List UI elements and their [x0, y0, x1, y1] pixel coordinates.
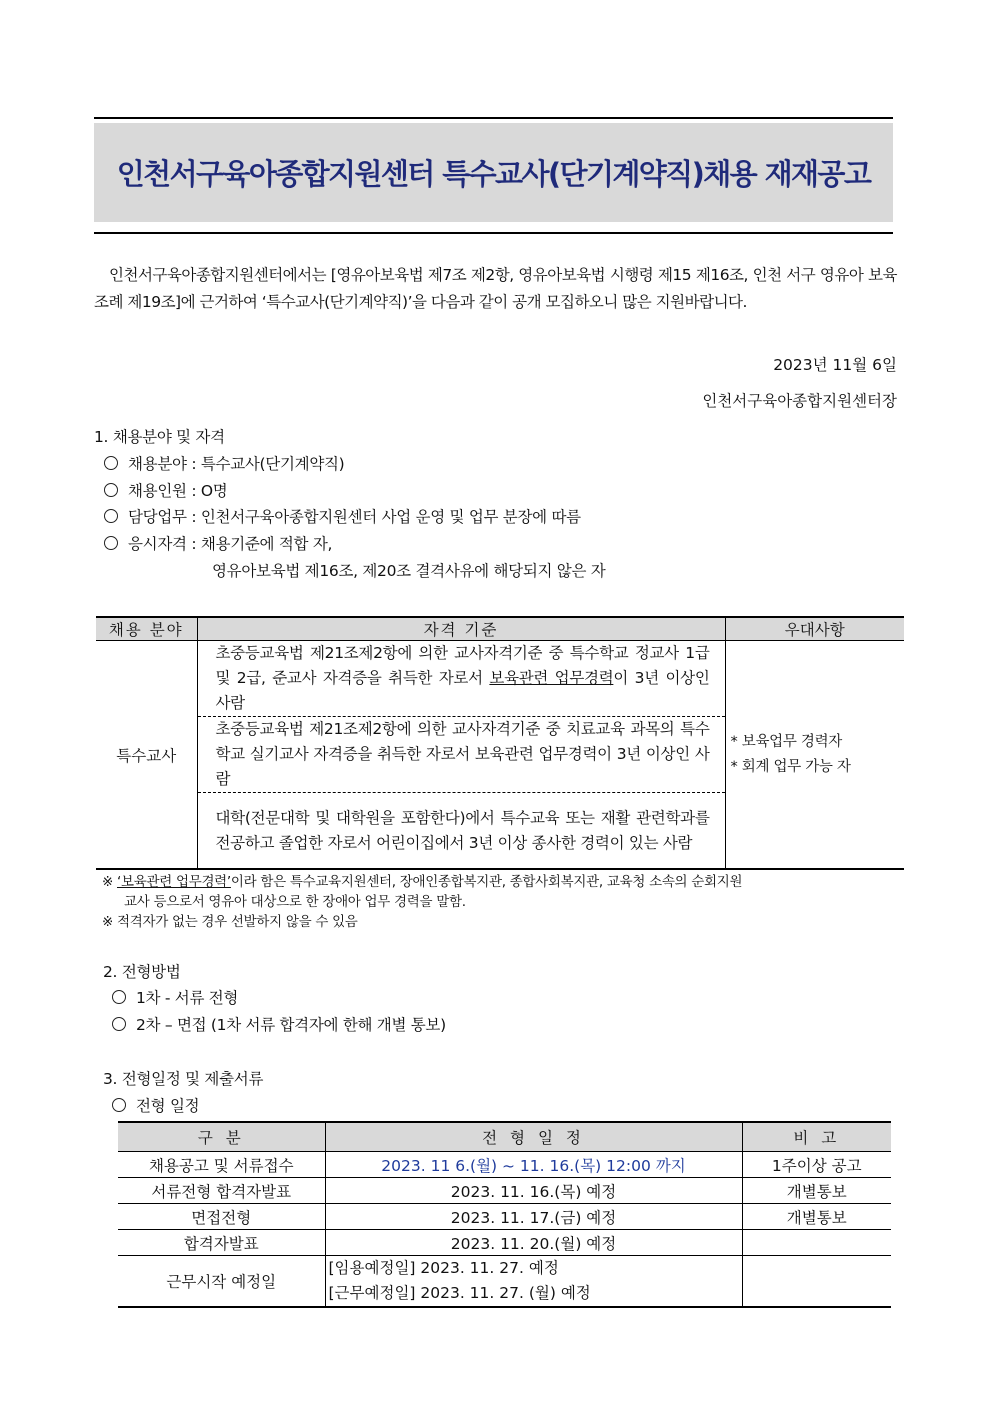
section1-item: 담당업무 : 인천서구육아종합지원센터 사업 운영 및 업무 분장에 따름: [104, 505, 581, 527]
criteria-cell: 초중등교육법 제21조제2항에 의한 교사자격기준 중 특수학교 정교사 1급 및 2급, 준교사 자격증을 취득한 자로서 보육관련 업무경력이 3년 이상인 사람: [197, 641, 725, 717]
section1-item: 채용인원 : O명: [104, 479, 227, 501]
column-header: 비 고: [742, 1122, 891, 1152]
preference-cell: * 보육업무 경력자 * 회계 업무 가능 자: [725, 641, 904, 870]
schedule-note: 개별통보: [742, 1178, 891, 1204]
criteria-cell: 대학(전문대학 및 대학원을 포함한다)에서 특수교육 또는 재활 관련학과를 전공하고 졸업한 자로서 어린이집에서 3년 이상 종사한 경력이 있는 사람: [197, 793, 725, 870]
table-row: [118, 1152, 891, 1178]
title-top-rule: [94, 117, 893, 119]
table-row: [118, 1204, 891, 1230]
schedule-item: 근무시작 예정일: [118, 1256, 325, 1308]
table-row: [118, 1230, 891, 1256]
footnote-1-continuation: 교사 등으로서 영유아 대상으로 한 장애아 업무 경력을 말함.: [124, 894, 466, 910]
circle-bullet-icon: [104, 483, 118, 497]
criteria-cell: 초중등교육법 제21조제2항에 의한 교사자격기준 중 치료교육 과목의 특수학교 실기교사 자격증을 취득한 자로서 보육관련 업무경력이 3년 이상인 사람: [197, 717, 725, 793]
schedule-date: 2023. 11. 16.(목) 예정: [325, 1178, 742, 1204]
section1-heading: 1. 채용분야 및 자격: [94, 428, 225, 446]
schedule-note: 1주이상 공고: [742, 1152, 891, 1178]
schedule-item: 서류전형 합격자발표: [118, 1178, 325, 1204]
column-header: 자격 기준: [197, 617, 725, 641]
section2-item: 2차 – 면접 (1차 서류 합격자에 한해 개별 통보): [112, 1013, 446, 1035]
column-header: 우대사항: [725, 617, 904, 641]
section3-sub: 전형 일정: [112, 1094, 199, 1116]
section2-item: 1차 - 서류 전형: [112, 986, 238, 1008]
intro-text: 인천서구육아종합지원센터에서는 [영유아보육법 제7조 제2항, 영유아보육법 시행령 제15 제16조, 인천 서구 영유아 보육조례 제19조]에 근거하여 ‘특수교사(단기계약직)’을 다음과 같이 공개 모집하오니 많은 지원바랍니다.: [94, 266, 897, 311]
section2-heading: 2. 전형방법: [103, 963, 181, 981]
table-row: [96, 641, 904, 717]
circle-bullet-icon: [104, 509, 118, 523]
circle-bullet-icon: [104, 536, 118, 550]
schedule-date: [임용예정일] 2023. 11. 27. 예정 [근무예정일] 2023. 11. 27. (월) 예정: [325, 1256, 742, 1308]
issuer: 인천서구육아종합지원센터장: [702, 392, 897, 410]
page-title: 인천서구육아종합지원센터 특수교사(단기계약직)채용 재재공고: [116, 157, 871, 191]
circle-bullet-icon: [112, 1098, 126, 1112]
column-header: 전 형 일 정: [325, 1122, 742, 1152]
schedule-note: [742, 1230, 891, 1256]
footnote-1: ※ ‘보육관련 업무경력’이라 함은 특수교육지원센터, 장애인종합복지관, 종합사회복지관, 교육청 소속의 순회지원: [102, 874, 743, 890]
section3-heading: 3. 전형일정 및 제출서류: [103, 1070, 264, 1088]
schedule-note: [742, 1256, 891, 1308]
table-header-row: [96, 617, 904, 641]
qualification-table: [96, 616, 904, 870]
schedule-date: 2023. 11. 20.(월) 예정: [325, 1230, 742, 1256]
qualification-continuation: 영유아보육법 제16조, 제20조 결격사유에 해당되지 않은 자: [212, 562, 606, 580]
circle-bullet-icon: [104, 456, 118, 470]
section1-item: 채용분야 : 특수교사(단기계약직): [104, 452, 344, 474]
column-header: 채용 분야: [96, 617, 197, 641]
schedule-date: 2023. 11 6.(월) ~ 11. 16.(목) 12:00 까지: [325, 1152, 742, 1178]
schedule-item: 합격자발표: [118, 1230, 325, 1256]
schedule-item: 면접전형: [118, 1204, 325, 1230]
table-row: [118, 1178, 891, 1204]
section1-item: 응시자격 : 채용기준에 적합 자,: [104, 532, 332, 554]
circle-bullet-icon: [112, 990, 126, 1004]
title-bottom-rule: [94, 232, 893, 234]
circle-bullet-icon: [112, 1017, 126, 1031]
schedule-date: 2023. 11. 17.(금) 예정: [325, 1204, 742, 1230]
field-cell: 특수교사: [96, 641, 197, 870]
schedule-table: [118, 1121, 891, 1308]
column-header: 구 분: [118, 1122, 325, 1152]
announcement-date: 2023년 11월 6일: [773, 356, 897, 374]
title-box: [94, 123, 893, 222]
intro-paragraph: [94, 262, 897, 316]
schedule-note: 개별통보: [742, 1204, 891, 1230]
table-row: [118, 1256, 891, 1308]
table-header-row: [118, 1122, 891, 1152]
footnote-2: ※ 적격자가 없는 경우 선발하지 않을 수 있음: [102, 914, 358, 930]
schedule-item: 채용공고 및 서류접수: [118, 1152, 325, 1178]
